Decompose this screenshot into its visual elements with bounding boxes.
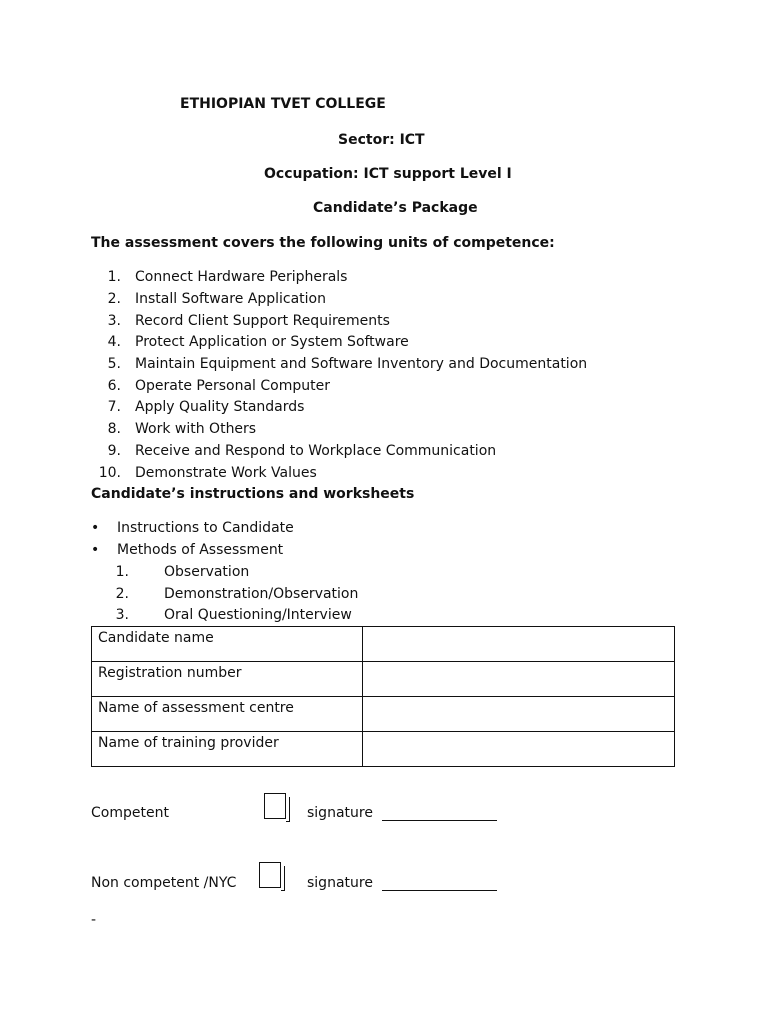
units-heading: The assessment covers the following units of competence: <box>91 235 555 251</box>
table-row <box>92 697 675 732</box>
package-title: Candidate’s Package <box>313 200 478 216</box>
bullet-icon: • <box>91 542 100 558</box>
college-title: ETHIOPIAN TVET COLLEGE <box>180 96 386 112</box>
registration-number-label: Registration number <box>92 662 363 697</box>
competent-label: Competent <box>91 805 169 821</box>
candidate-name-label: Candidate name <box>92 627 363 662</box>
competent-checkbox[interactable] <box>264 793 286 819</box>
signature-label: signature <box>307 875 373 891</box>
candidate-name-field[interactable] <box>363 627 675 662</box>
signature-label: signature <box>307 805 373 821</box>
table-row <box>92 662 675 697</box>
non-competent-signature-line[interactable] <box>382 890 497 891</box>
occupation-line: Occupation: ICT support Level I <box>264 166 512 182</box>
sector-line: Sector: ICT <box>338 132 425 148</box>
instructions-heading: Candidate’s instructions and worksheets <box>91 486 415 502</box>
registration-number-field[interactable] <box>363 662 675 697</box>
training-provider-label: Name of training provider <box>92 732 363 767</box>
assessment-centre-field[interactable] <box>363 697 675 732</box>
table-row <box>92 627 675 662</box>
bullet-icon: • <box>91 520 100 536</box>
assessment-centre-label: Name of assessment centre <box>92 697 363 732</box>
candidate-info-table <box>91 626 675 767</box>
table-row <box>92 732 675 767</box>
non-competent-label: Non competent /NYC <box>91 875 237 891</box>
footer-mark: - <box>91 912 97 928</box>
competent-signature-line[interactable] <box>382 820 497 821</box>
non-competent-checkbox[interactable] <box>259 862 281 888</box>
training-provider-field[interactable] <box>363 732 675 767</box>
